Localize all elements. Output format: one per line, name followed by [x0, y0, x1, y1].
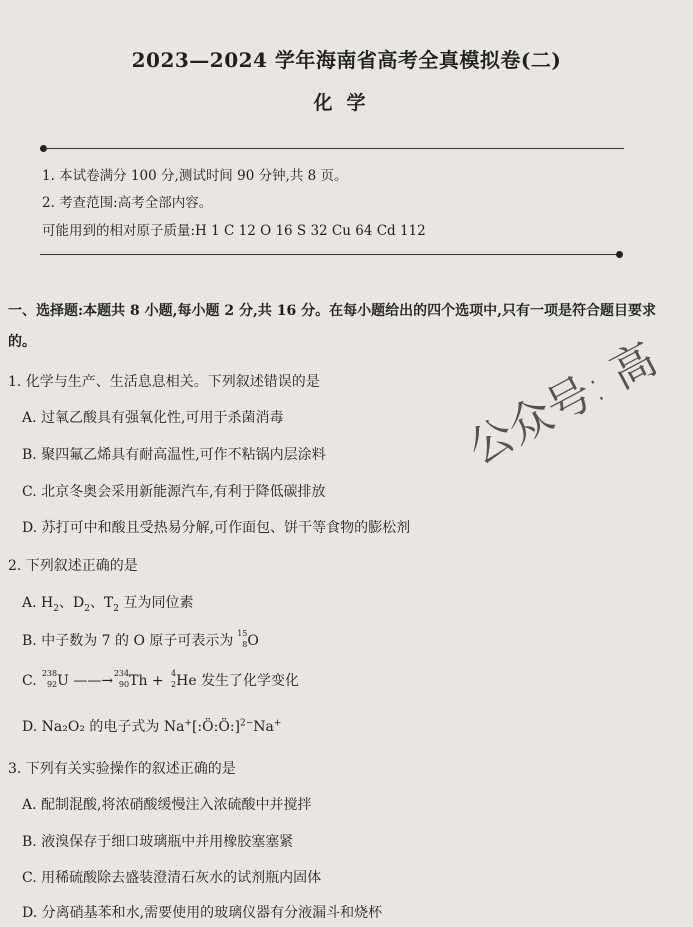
watermark-text: 公众号: 高 [460, 333, 665, 475]
question-2-option-a: A. $H_2$、$D_2$、$T_2$ 互为同位素 [22, 595, 194, 614]
question-1-option-a: A. 过氧乙酸具有强氧化性,可用于杀菌消毒 [22, 410, 284, 426]
note-line-3: 可能用到的相对原子质量:H 1 C 12 O 16 S 32 Cu 64 Cd 112 [42, 223, 426, 239]
exam-title: 2023—2024 学年海南省高考全真模拟卷(二) [131, 48, 562, 72]
question-3-stem: 3. 下列有关实验操作的叙述正确的是 [8, 761, 236, 777]
question-3-option-b: B. 液溴保存于细口玻璃瓶中并用橡胶塞塞紧 [22, 834, 294, 850]
oxygen-15-nuclide: 15 8 [237, 629, 248, 649]
question-2-option-c: C. 238 92 U ——→ 234 90 Th + 4 2 He 发生了化学变化 [22, 669, 300, 689]
question-2-option-d: D. Na₂O₂ 的电子式为 Na+[:Ö:Ö:]$^{2-}$Na+ [22, 718, 282, 735]
question-3-option-d: D. 分离硝基苯和水,需要使用的玻璃仪器有分液漏斗和烧杯 [22, 905, 383, 921]
question-2-option-b: B. 中子数为 7 的 O 原子可表示为 15 8 O [22, 629, 259, 649]
question-2-stem: 2. 下列叙述正确的是 [8, 558, 138, 574]
divider-bottom [40, 254, 620, 255]
question-2-option-c-text: 发生了化学变化 [201, 673, 300, 689]
question-1-option-b: B. 聚四氟乙烯具有耐高温性,可作不粘锅内层涂料 [22, 447, 326, 463]
question-3-option-a: A. 配制混酸,将浓硝酸缓慢注入浓硫酸中并搅拌 [22, 797, 312, 813]
note-line-2: 2. 考查范围:高考全部内容。 [42, 195, 213, 211]
divider-top [44, 148, 624, 149]
section-heading: 一、选择题:本题共 8 小题,每小题 2 分,共 16 分。在每小题给出的四个选项中,只有一项是符合题目要求的。 [8, 303, 656, 350]
question-3-option-c: C. 用稀硫酸除去盛装澄清石灰水的试剂瓶内固体 [22, 870, 322, 886]
question-2-option-d-text: D. Na₂O₂ 的电子式为 [22, 719, 160, 735]
question-1-option-c: C. 北京冬奥会采用新能源汽车,有利于降低碳排放 [22, 484, 326, 500]
question-2-option-b-text: B. 中子数为 7 的 O 原子可表示为 [22, 633, 234, 649]
question-2-option-a-text: 互为同位素 [123, 595, 194, 611]
question-1-option-d: D. 苏打可中和酸且受热易分解,可作面包、饼干等食物的膨松剂 [22, 520, 411, 536]
question-1-stem: 1. 化学与生产、生活息息相关。下列叙述错误的是 [8, 374, 320, 390]
rule-dot-bottom [616, 251, 623, 258]
note-line-1: 1. 本试卷满分 100 分,测试时间 90 分钟,共 8 页。 [42, 168, 348, 184]
subject-title: 化学 [313, 92, 380, 114]
